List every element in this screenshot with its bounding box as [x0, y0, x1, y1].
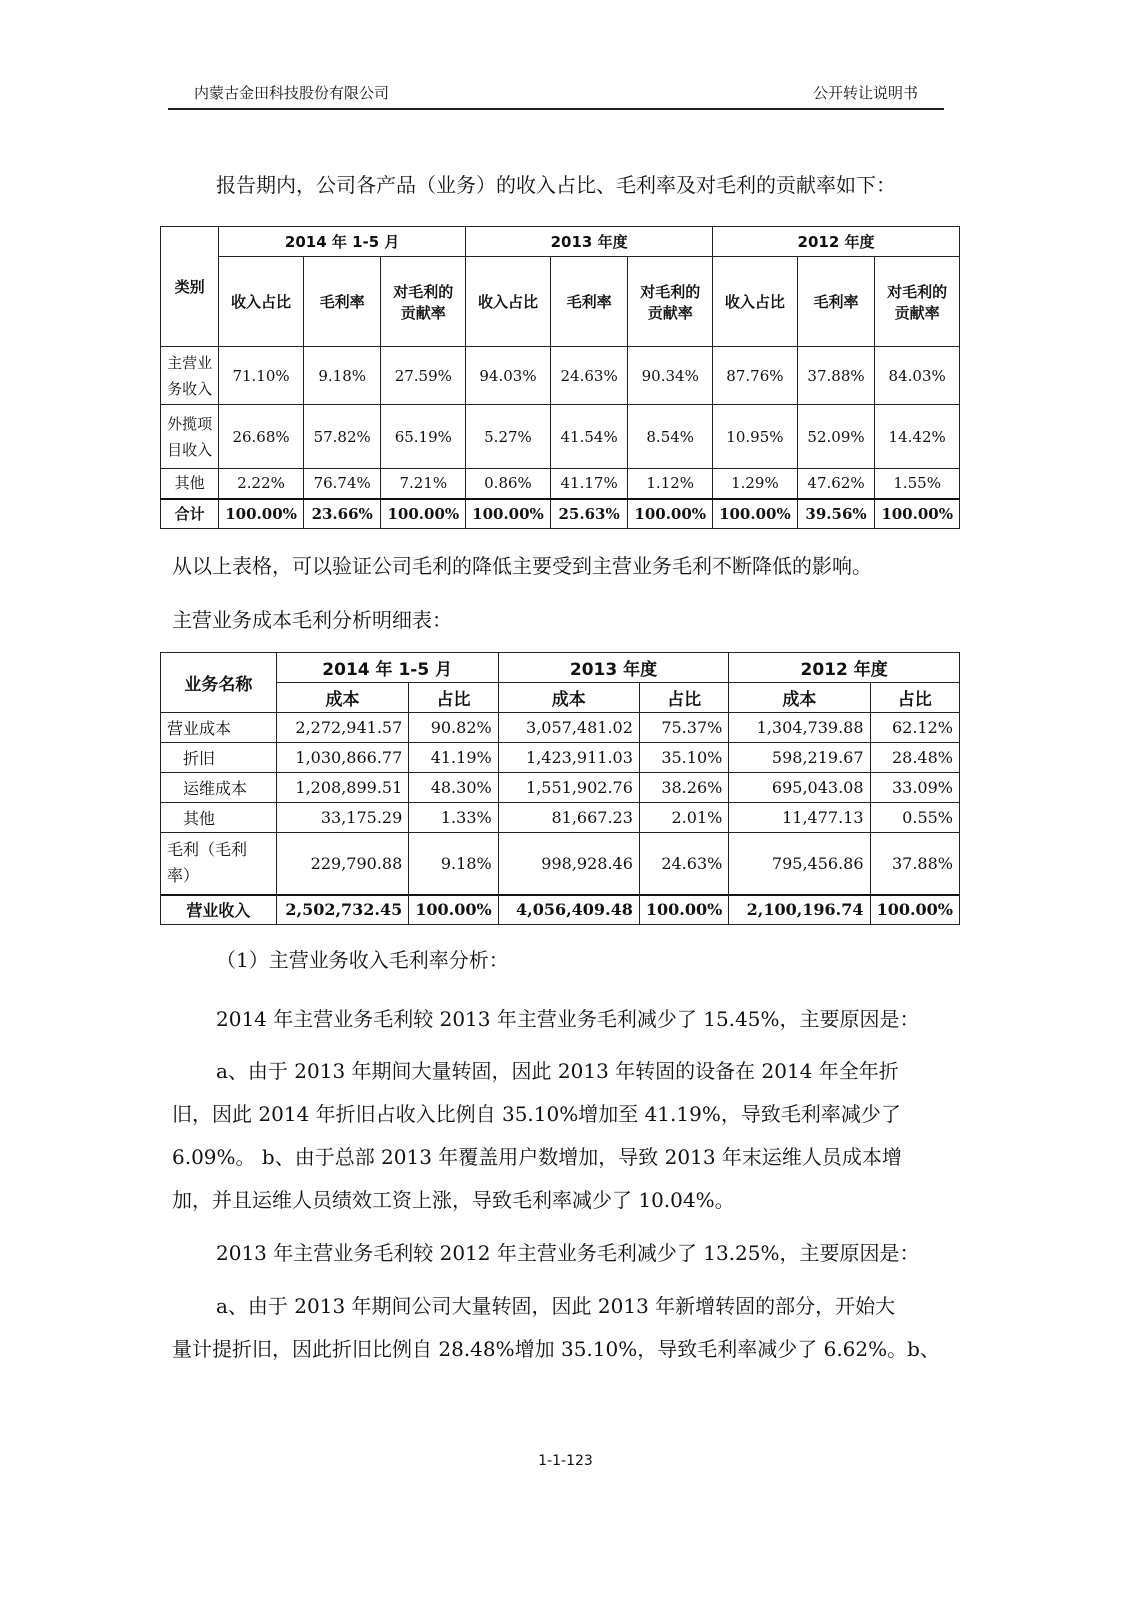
table-cell: 100.00% [713, 499, 798, 529]
table-cell: 52.09% [797, 405, 875, 469]
paragraph-2013-a-line-2: 量计提折旧，因此折旧比例自 28.48%增加 35.10%，导致毛利率减少了 6.62%。b、 [172, 1337, 940, 1361]
table-row-total [161, 499, 960, 529]
table-cell: 0.86% [466, 469, 551, 499]
table-cell: 0.55% [870, 803, 959, 833]
table-cell: 48.30% [409, 773, 498, 803]
subheader-margin: 毛利率 [550, 257, 628, 347]
table-cell: 100.00% [870, 895, 959, 925]
row-label: 运维成本 [161, 773, 277, 803]
subheader-cost: 成本 [498, 683, 639, 713]
row-label: 其他 [161, 469, 219, 499]
table-cell: 35.10% [639, 743, 728, 773]
header-period-2013: 2013 年度 [498, 653, 729, 683]
table-cell: 37.88% [797, 347, 875, 405]
row-label: 折旧 [161, 743, 277, 773]
table-cell: 39.56% [797, 499, 875, 529]
table-cell: 57.82% [303, 405, 381, 469]
subheader-revenue-share: 收入占比 [713, 257, 798, 347]
row-label: 毛利（毛利率） [161, 833, 277, 895]
row-label: 主营业务收入 [161, 347, 219, 405]
table-cell: 2,502,732.45 [276, 895, 409, 925]
subheader-cost: 成本 [276, 683, 409, 713]
header-period-2013: 2013 年度 [466, 227, 713, 257]
header-period-2012: 2012 年度 [729, 653, 960, 683]
table-cell: 25.63% [550, 499, 628, 529]
table-cell: 24.63% [639, 833, 728, 895]
table-cell: 2,272,941.57 [276, 713, 409, 743]
table-cell: 41.54% [550, 405, 628, 469]
table-cell: 998,928.46 [498, 833, 639, 895]
table-cell: 100.00% [875, 499, 960, 529]
row-label: 外揽项目收入 [161, 405, 219, 469]
table-cell: 84.03% [875, 347, 960, 405]
table-cell: 24.63% [550, 347, 628, 405]
table-row-total [161, 895, 960, 925]
subheader-cost: 成本 [729, 683, 870, 713]
table-cell: 76.74% [303, 469, 381, 499]
page-number: 1-1-123 [538, 1453, 593, 1469]
table-cell: 2,100,196.74 [729, 895, 870, 925]
table-cell: 41.19% [409, 743, 498, 773]
table-cell: 33,175.29 [276, 803, 409, 833]
header-period-2012: 2012 年度 [713, 227, 960, 257]
paragraph-2014-a-line-2: 旧，因此 2014 年折旧占收入比例自 35.10%增加至 41.19%，导致毛利率减少了 [172, 1102, 901, 1126]
section-title: （1）主营业务收入毛利率分析： [216, 948, 509, 972]
table-cell: 4,056,409.48 [498, 895, 639, 925]
cost-margin-table [160, 652, 960, 925]
table-cell: 26.68% [219, 405, 304, 469]
table-cell: 38.26% [639, 773, 728, 803]
subheader-revenue-share: 收入占比 [466, 257, 551, 347]
table-cell: 100.00% [381, 499, 466, 529]
table-cell: 1.29% [713, 469, 798, 499]
subheader-share: 占比 [409, 683, 498, 713]
paragraph-2014-a-line-4: 加，并且运维人员绩效工资上涨，导致毛利率减少了 10.04%。 [172, 1188, 735, 1212]
table-cell: 2.22% [219, 469, 304, 499]
table-row [161, 469, 960, 499]
conclusion-paragraph: 从以上表格，可以验证公司毛利的降低主要受到主营业务毛利不断降低的影响。 [172, 554, 872, 578]
subheader-share: 占比 [870, 683, 959, 713]
table-cell: 7.21% [381, 469, 466, 499]
table-cell: 23.66% [303, 499, 381, 529]
table-cell: 1,551,902.76 [498, 773, 639, 803]
table-cell: 8.54% [628, 405, 713, 469]
table-cell: 94.03% [466, 347, 551, 405]
product-margin-table [160, 226, 960, 529]
table-cell: 1.33% [409, 803, 498, 833]
table-cell: 1,208,899.51 [276, 773, 409, 803]
table-cell: 598,219.67 [729, 743, 870, 773]
table-cell: 33.09% [870, 773, 959, 803]
table-cell: 2.01% [639, 803, 728, 833]
header-category: 类别 [161, 227, 219, 347]
paragraph-2013: 2013 年主营业务毛利较 2012 年主营业务毛利减少了 13.25%，主要原因是： [216, 1241, 920, 1265]
subheader-contribution: 对毛利的贡献率 [628, 257, 713, 347]
table-row [161, 803, 960, 833]
table-cell: 65.19% [381, 405, 466, 469]
table-cell: 1,304,739.88 [729, 713, 870, 743]
table-cell: 695,043.08 [729, 773, 870, 803]
table-cell: 28.48% [870, 743, 959, 773]
header-period-2014: 2014 年 1-5 月 [219, 227, 466, 257]
row-label: 营业成本 [161, 713, 277, 743]
subheader-margin: 毛利率 [797, 257, 875, 347]
subheader-contribution: 对毛利的贡献率 [381, 257, 466, 347]
page-header [168, 78, 944, 110]
table-cell: 37.88% [870, 833, 959, 895]
table-cell: 5.27% [466, 405, 551, 469]
table-cell: 229,790.88 [276, 833, 409, 895]
table-cell: 1,030,866.77 [276, 743, 409, 773]
paragraph-2014-a-line-1: a、由于 2013 年期间大量转固，因此 2013 年转固的设备在 2014 年全年折 [216, 1059, 899, 1083]
subheader-revenue-share: 收入占比 [219, 257, 304, 347]
paragraph-2014: 2014 年主营业务毛利较 2013 年主营业务毛利减少了 15.45%，主要原因是： [216, 1007, 920, 1031]
table-cell: 62.12% [870, 713, 959, 743]
table-cell: 10.95% [713, 405, 798, 469]
table-cell: 100.00% [219, 499, 304, 529]
table-cell: 1.55% [875, 469, 960, 499]
table-cell: 795,456.86 [729, 833, 870, 895]
table-cell: 100.00% [409, 895, 498, 925]
table-cell: 1,423,911.03 [498, 743, 639, 773]
table-row [161, 773, 960, 803]
table-cell: 14.42% [875, 405, 960, 469]
table-row [161, 347, 960, 405]
table-cell: 3,057,481.02 [498, 713, 639, 743]
table-cell: 9.18% [303, 347, 381, 405]
table-cell: 100.00% [466, 499, 551, 529]
table-row [161, 405, 960, 469]
subheader-margin: 毛利率 [303, 257, 381, 347]
header-business-name: 业务名称 [161, 653, 277, 713]
table-cell: 47.62% [797, 469, 875, 499]
subheader-share: 占比 [639, 683, 728, 713]
company-name: 内蒙古金田科技股份有限公司 [194, 84, 390, 102]
row-label: 合计 [161, 499, 219, 529]
paragraph-2013-a-line-1: a、由于 2013 年期间公司大量转固，因此 2013 年新增转固的部分，开始大 [216, 1294, 896, 1318]
table-cell: 75.37% [639, 713, 728, 743]
table-cell: 1.12% [628, 469, 713, 499]
table-cell: 41.17% [550, 469, 628, 499]
document-title: 公开转让说明书 [812, 84, 918, 102]
table-cell: 27.59% [381, 347, 466, 405]
table-cell: 100.00% [639, 895, 728, 925]
row-label: 其他 [161, 803, 277, 833]
intro-paragraph-1: 报告期内，公司各产品（业务）的收入占比、毛利率及对毛利的贡献率如下： [216, 173, 896, 197]
table-row [161, 833, 960, 895]
table-cell: 90.82% [409, 713, 498, 743]
header-period-2014: 2014 年 1-5 月 [276, 653, 498, 683]
table-cell: 87.76% [713, 347, 798, 405]
table-cell: 9.18% [409, 833, 498, 895]
intro-paragraph-2: 主营业务成本毛利分析明细表： [172, 608, 452, 632]
table-cell: 81,667.23 [498, 803, 639, 833]
table-cell: 90.34% [628, 347, 713, 405]
table-row [161, 743, 960, 773]
subheader-contribution: 对毛利的贡献率 [875, 257, 960, 347]
table-cell: 11,477.13 [729, 803, 870, 833]
table-cell: 100.00% [628, 499, 713, 529]
row-label: 营业收入 [161, 895, 277, 925]
table-row [161, 713, 960, 743]
table-cell: 71.10% [219, 347, 304, 405]
paragraph-2014-a-line-3: 6.09%。 b、由于总部 2013 年覆盖用户数增加，导致 2013 年末运维人员成本增 [172, 1145, 902, 1169]
